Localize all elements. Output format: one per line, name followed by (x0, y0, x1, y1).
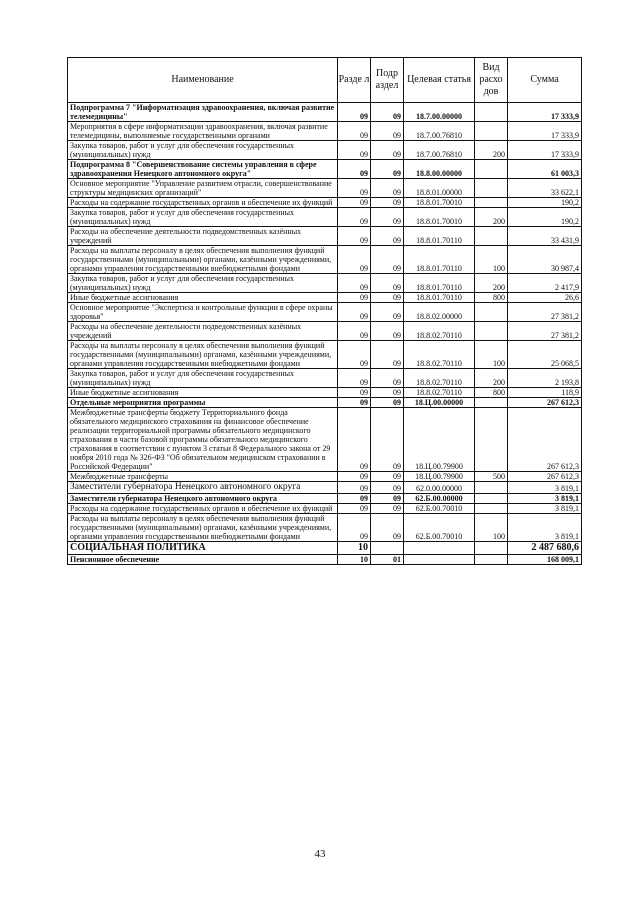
row-section-cell: 09 (338, 322, 371, 341)
row-target-article-cell: 62.Б.00.00000 (404, 494, 475, 504)
row-section-cell: 09 (338, 246, 371, 274)
row-expense-kind-cell: 800 (475, 388, 508, 398)
row-expense-kind-cell (475, 504, 508, 514)
row-expense-kind-cell (475, 122, 508, 141)
row-subsection-cell: 09 (371, 494, 404, 504)
row-amount-cell: 2 487 680,6 (508, 542, 582, 555)
row-section-cell: 09 (338, 227, 371, 246)
row-amount-cell: 267 612,3 (508, 408, 582, 472)
row-subsection-cell: 09 (371, 179, 404, 198)
table-row (68, 398, 582, 408)
table-row (68, 494, 582, 504)
row-amount-cell: 30 987,4 (508, 246, 582, 274)
row-amount-cell: 3 819,1 (508, 504, 582, 514)
row-name-cell: Отдельные мероприятия программы (68, 398, 338, 408)
row-target-article-cell: 18.8.01.70110 (404, 227, 475, 246)
row-name-cell: Расходы на содержание государственных органов и обеспечение их функций (68, 198, 338, 208)
row-target-article-cell: 18.8.01.00000 (404, 179, 475, 198)
row-amount-cell: 17 333,9 (508, 122, 582, 141)
row-amount-cell: 27 381,2 (508, 322, 582, 341)
row-section-cell: 09 (338, 494, 371, 504)
row-section-cell: 09 (338, 103, 371, 122)
table-row (68, 208, 582, 227)
row-section-cell: 09 (338, 482, 371, 494)
row-subsection-cell: 09 (371, 246, 404, 274)
row-amount-cell: 25 068,5 (508, 341, 582, 369)
row-amount-cell: 118,9 (508, 388, 582, 398)
row-name-cell: Иные бюджетные ассигнования (68, 293, 338, 303)
table-row (68, 555, 582, 565)
row-section-cell: 09 (338, 514, 371, 542)
row-expense-kind-cell (475, 398, 508, 408)
row-expense-kind-cell (475, 198, 508, 208)
row-subsection-cell: 09 (371, 208, 404, 227)
header-name: Наименование (68, 58, 338, 103)
row-expense-kind-cell (475, 542, 508, 555)
row-amount-cell: 3 819,1 (508, 514, 582, 542)
row-section-cell: 09 (338, 274, 371, 293)
header-target-article: Целевая статья (404, 58, 475, 103)
row-name-cell: Подпрограмма 8 "Совершенствование системы управления в сфере здравоохранения Ненецкого автономного округа" (68, 160, 338, 179)
table-row (68, 179, 582, 198)
table-row (68, 160, 582, 179)
row-section-cell: 09 (338, 303, 371, 322)
row-amount-cell: 26,6 (508, 293, 582, 303)
table-row (68, 198, 582, 208)
row-section-cell: 09 (338, 293, 371, 303)
row-name-cell: Заместители губернатора Ненецкого автономного округа (68, 482, 338, 494)
row-target-article-cell: 18.8.01.70010 (404, 208, 475, 227)
row-subsection-cell: 09 (371, 514, 404, 542)
row-section-cell: 09 (338, 504, 371, 514)
row-target-article-cell: 18.7.00.76810 (404, 122, 475, 141)
row-name-cell: Подпрограмма 7 "Информатизация здравоохранения, включая развитие телемедицины" (68, 103, 338, 122)
row-expense-kind-cell: 100 (475, 246, 508, 274)
row-target-article-cell: 18.8.01.70010 (404, 198, 475, 208)
row-subsection-cell: 09 (371, 472, 404, 482)
row-target-article-cell: 18.Ц.00.79900 (404, 472, 475, 482)
row-target-article-cell: 18.8.02.70110 (404, 322, 475, 341)
table-row (68, 141, 582, 160)
row-amount-cell: 27 381,2 (508, 303, 582, 322)
table-row (68, 369, 582, 388)
row-subsection-cell: 09 (371, 482, 404, 494)
row-expense-kind-cell: 200 (475, 141, 508, 160)
row-name-cell: Основное мероприятие "Управление развитием отрасли, совершенствование структуры медицинских организаций" (68, 179, 338, 198)
row-target-article-cell (404, 555, 475, 565)
row-target-article-cell: 18.8.02.00000 (404, 303, 475, 322)
row-name-cell: Расходы на выплаты персоналу в целях обеспечения выполнения функций государственными (муниципальными) органами, казёнными учреждениями, органами управления государственными внебюджетными фондами (68, 246, 338, 274)
row-name-cell: Пенсионное обеспечение (68, 555, 338, 565)
header-amount: Сумма (508, 58, 582, 103)
row-expense-kind-cell (475, 303, 508, 322)
row-target-article-cell: 18.8.01.70110 (404, 274, 475, 293)
row-amount-cell: 190,2 (508, 198, 582, 208)
row-expense-kind-cell (475, 555, 508, 565)
row-expense-kind-cell: 100 (475, 514, 508, 542)
table-row (68, 341, 582, 369)
row-target-article-cell: 18.8.01.70110 (404, 293, 475, 303)
row-expense-kind-cell: 200 (475, 369, 508, 388)
row-section-cell: 10 (338, 542, 371, 555)
row-subsection-cell: 09 (371, 274, 404, 293)
row-amount-cell: 33 622,1 (508, 179, 582, 198)
row-amount-cell: 17 333,9 (508, 141, 582, 160)
row-target-article-cell: 18.8.02.70110 (404, 388, 475, 398)
row-name-cell: Мероприятия в сфере информатизации здравоохранения, включая развитие телемедицины, выполняемые государственными органами (68, 122, 338, 141)
row-target-article-cell: 18.8.02.70110 (404, 341, 475, 369)
row-subsection-cell: 09 (371, 303, 404, 322)
row-amount-cell: 267 612,3 (508, 398, 582, 408)
row-expense-kind-cell (475, 160, 508, 179)
table-header-row (68, 58, 582, 103)
row-name-cell: Закупка товаров, работ и услуг для обеспечения государственных (муниципальных) нужд (68, 141, 338, 160)
row-amount-cell: 267 612,3 (508, 472, 582, 482)
row-target-article-cell: 18.7.00.00000 (404, 103, 475, 122)
row-amount-cell: 168 009,1 (508, 555, 582, 565)
row-section-cell: 09 (338, 408, 371, 472)
row-amount-cell: 17 333,9 (508, 103, 582, 122)
row-section-cell: 09 (338, 208, 371, 227)
row-subsection-cell: 09 (371, 293, 404, 303)
row-expense-kind-cell (475, 179, 508, 198)
row-section-cell: 09 (338, 198, 371, 208)
row-expense-kind-cell: 100 (475, 341, 508, 369)
row-name-cell: Закупка товаров, работ и услуг для обеспечения государственных (муниципальных) нужд (68, 369, 338, 388)
row-subsection-cell: 09 (371, 198, 404, 208)
row-amount-cell: 61 003,3 (508, 160, 582, 179)
table-row (68, 274, 582, 293)
table-row (68, 472, 582, 482)
table-row (68, 408, 582, 472)
row-amount-cell: 190,2 (508, 208, 582, 227)
table-row (68, 388, 582, 398)
budget-table (67, 57, 582, 565)
row-subsection-cell: 09 (371, 227, 404, 246)
row-target-article-cell (404, 542, 475, 555)
row-subsection-cell: 09 (371, 369, 404, 388)
row-subsection-cell (371, 542, 404, 555)
table-row (68, 103, 582, 122)
row-target-article-cell: 62.0.00.00000 (404, 482, 475, 494)
table-row (68, 514, 582, 542)
table-row (68, 542, 582, 555)
row-name-cell: Межбюджетные трансферты (68, 472, 338, 482)
row-subsection-cell: 09 (371, 103, 404, 122)
row-section-cell: 09 (338, 179, 371, 198)
row-expense-kind-cell (475, 482, 508, 494)
row-subsection-cell: 09 (371, 160, 404, 179)
table-row (68, 227, 582, 246)
row-name-cell: Расходы на выплаты персоналу в целях обеспечения выполнения функций государственными (муниципальными) органами, казёнными учреждениями, органами управления государственными внебюджетными фондами (68, 514, 338, 542)
row-expense-kind-cell (475, 322, 508, 341)
row-name-cell: Основное мероприятие "Экспертиза и контрольные функции в сфере охраны здоровья" (68, 303, 338, 322)
row-section-cell: 09 (338, 398, 371, 408)
row-name-cell: Расходы на обеспечение деятельности подведомственных казённых учреждений (68, 227, 338, 246)
row-target-article-cell: 18.8.02.70110 (404, 369, 475, 388)
row-name-cell: Расходы на выплаты персоналу в целях обеспечения выполнения функций государственными (муниципальными) органами, казёнными учреждениями, органами управления государственными внебюджетными фондами (68, 341, 338, 369)
row-name-cell: Расходы на содержание государственных органов и обеспечение их функций (68, 504, 338, 514)
row-name-cell: Закупка товаров, работ и услуг для обеспечения государственных (муниципальных) нужд (68, 208, 338, 227)
row-amount-cell: 3 819,1 (508, 494, 582, 504)
header-subsection: Подр аздел (371, 58, 404, 103)
row-expense-kind-cell: 200 (475, 274, 508, 293)
page-number: 43 (314, 848, 326, 860)
row-name-cell: Расходы на обеспечение деятельности подведомственных казённых учреждений (68, 322, 338, 341)
row-amount-cell: 2 193,8 (508, 369, 582, 388)
row-section-cell: 09 (338, 388, 371, 398)
row-subsection-cell: 09 (371, 398, 404, 408)
row-expense-kind-cell: 800 (475, 293, 508, 303)
row-name-cell: Закупка товаров, работ и услуг для обеспечения государственных (муниципальных) нужд (68, 274, 338, 293)
row-subsection-cell: 09 (371, 408, 404, 472)
row-subsection-cell: 09 (371, 341, 404, 369)
row-name-cell: Иные бюджетные ассигнования (68, 388, 338, 398)
row-expense-kind-cell (475, 408, 508, 472)
row-subsection-cell: 09 (371, 504, 404, 514)
row-amount-cell: 33 431,9 (508, 227, 582, 246)
row-section-cell: 09 (338, 341, 371, 369)
row-target-article-cell: 18.8.01.70110 (404, 246, 475, 274)
row-section-cell: 09 (338, 141, 371, 160)
row-expense-kind-cell (475, 103, 508, 122)
row-name-cell: СОЦИАЛЬНАЯ ПОЛИТИКА (68, 542, 338, 555)
header-expense-kind: Вид расхо дов (475, 58, 508, 103)
row-target-article-cell: 62.Б.00.70010 (404, 504, 475, 514)
row-subsection-cell: 09 (371, 141, 404, 160)
row-expense-kind-cell: 500 (475, 472, 508, 482)
table-row (68, 504, 582, 514)
row-section-cell: 09 (338, 369, 371, 388)
row-target-article-cell: 62.Б.00.70010 (404, 514, 475, 542)
table-row (68, 482, 582, 494)
row-expense-kind-cell (475, 227, 508, 246)
row-section-cell: 09 (338, 472, 371, 482)
row-expense-kind-cell: 200 (475, 208, 508, 227)
row-section-cell: 09 (338, 160, 371, 179)
row-subsection-cell: 09 (371, 122, 404, 141)
row-subsection-cell: 01 (371, 555, 404, 565)
row-section-cell: 09 (338, 122, 371, 141)
row-target-article-cell: 18.8.00.00000 (404, 160, 475, 179)
row-amount-cell: 2 417,9 (508, 274, 582, 293)
row-subsection-cell: 09 (371, 388, 404, 398)
row-target-article-cell: 18.Ц.00.00000 (404, 398, 475, 408)
header-section: Разде л (338, 58, 371, 103)
table-row (68, 303, 582, 322)
row-target-article-cell: 18.7.00.76810 (404, 141, 475, 160)
table-row (68, 246, 582, 274)
row-section-cell: 10 (338, 555, 371, 565)
table-row (68, 293, 582, 303)
row-amount-cell: 3 819,1 (508, 482, 582, 494)
table-body (68, 103, 582, 565)
row-name-cell: Межбюджетные трансферты бюджету Территориального фонда обязательного медицинского страхования на финансовое обеспечение реализации территориальной программы обязательного медицинского страхования в части базовой программы обязательного медицинского страхования в соответствии с пунктом 3 статьи 8 Федерального закона от 29 ноября 2010 года № 326-ФЗ "Об обязательном медицинском страховании в Российской Федерации" (68, 408, 338, 472)
row-name-cell: Заместители губернатора Ненецкого автономного округа (68, 494, 338, 504)
table-row (68, 322, 582, 341)
table-row (68, 122, 582, 141)
row-subsection-cell: 09 (371, 322, 404, 341)
row-expense-kind-cell (475, 494, 508, 504)
row-target-article-cell: 18.Ц.00.79900 (404, 408, 475, 472)
